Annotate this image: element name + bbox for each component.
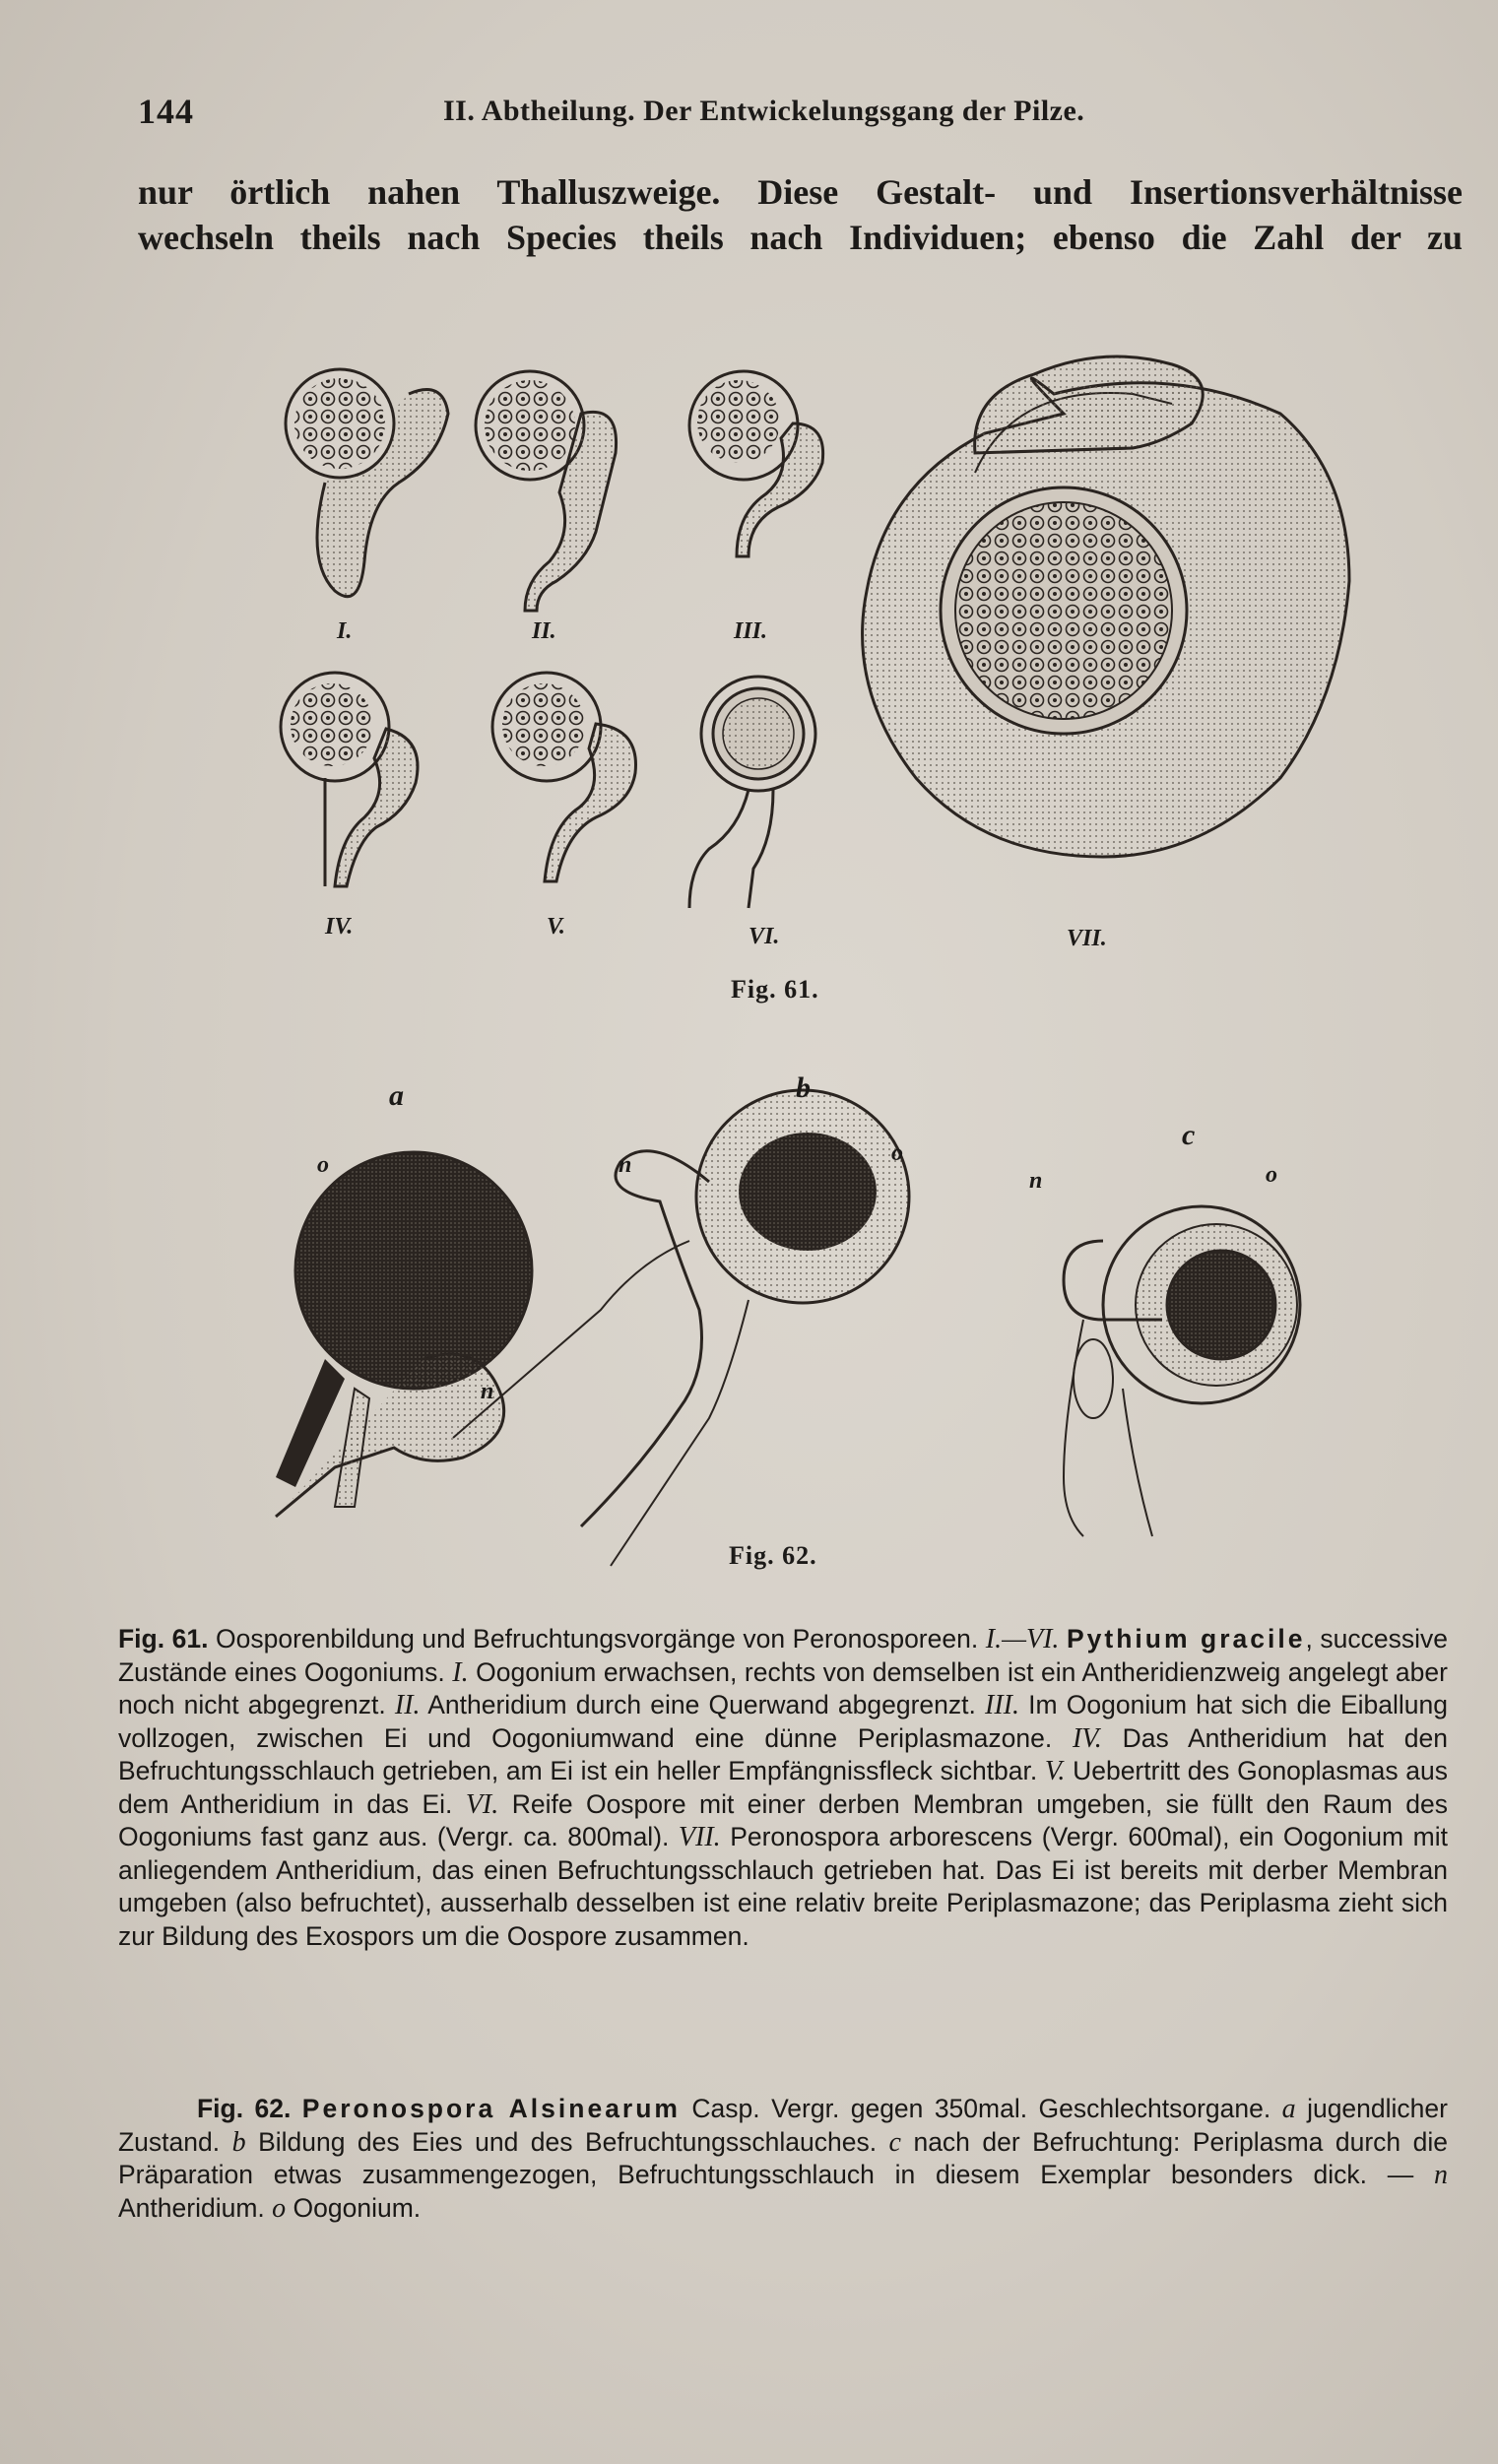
stage-label-vii: VII.	[1067, 926, 1107, 951]
caption-species: Pythium gracile	[1066, 1624, 1306, 1653]
caption-text: Uebertritt des Gonoplasmas aus dem Antheridium in das Ei.	[118, 1756, 1448, 1819]
stage-vi-drawing	[689, 677, 815, 908]
body-line: wechseln theils nach Species theils nach Individuen; ebenso die Zahl der zu	[138, 218, 1463, 257]
panel-b-drawing	[453, 1090, 909, 1566]
antheridium-label-b: n	[619, 1152, 632, 1178]
panel-label-a: a	[389, 1079, 404, 1112]
caption-label: Fig. 62.	[197, 2094, 292, 2123]
figure-62	[0, 1064, 1498, 1586]
caption-text: Oogonium erwachsen, rechts von demselben ist ein Antheridienzweig angelegt aber noch nicht abgegrenzt.	[118, 1656, 1448, 1719]
running-title: II. Abtheilung. Der Entwickelungsgang der Pilze.	[443, 95, 1085, 127]
caption-text: Peronospora arborescens (Vergr. 600mal), ein Oogonium mit anliegendem Antheridium, das einen Befruchtungsschlauch getrieben hat. Das Ei ist bereits mit derber Membran umgeben (also befruchtet), ausserhalb desselben ist eine relativ breite Periplasmazone; das Periplasma zieht sich zur Bildung des Exospors um die Oospore zusammen.	[118, 1822, 1448, 1951]
stage-v-drawing	[492, 673, 636, 881]
caption-text: , successive Zustände eines Oogoniums.	[118, 1624, 1449, 1687]
caption-roman: I.	[452, 1656, 469, 1688]
caption-letter: c	[888, 2126, 901, 2158]
caption-letter: b	[231, 2126, 246, 2158]
caption-text: Reife Oospore mit einer derben Membran umgeben, sie füllt den Raum des Oogoniums fast ganz aus. (Vergr. ca. 800mal).	[118, 1788, 1448, 1851]
oogonium-label-a: o	[317, 1152, 329, 1178]
stage-label-i: I.	[337, 618, 353, 644]
panel-label-c: c	[1182, 1119, 1196, 1151]
caption-letter: a	[1281, 2094, 1296, 2124]
antheridium-label-a: n	[481, 1379, 494, 1404]
caption-letter: n	[1433, 2160, 1448, 2190]
figure-61-drawing	[0, 0, 1498, 1064]
stage-label-iv: IV.	[325, 914, 354, 940]
caption-roman: II.	[394, 1690, 421, 1720]
caption-text: Im Oogonium hat sich die Eiballung vollzogen, zwischen Ei und Oogoniumwand eine dünne Periplasmazone.	[118, 1690, 1448, 1753]
caption-roman: IV.	[1072, 1722, 1102, 1754]
caption-roman: V.	[1044, 1756, 1066, 1786]
figure-61	[0, 0, 1498, 1064]
oogonium-label-b: o	[891, 1140, 903, 1166]
panel-a-drawing	[276, 1152, 532, 1517]
stage-label-vi: VI.	[749, 924, 780, 949]
caption-fig-61	[118, 1623, 1448, 1953]
oogonium-label-c: o	[1266, 1162, 1277, 1188]
stage-iv-drawing	[281, 673, 418, 886]
stage-iii-drawing	[689, 371, 823, 556]
stage-label-iii: III.	[734, 618, 768, 644]
stage-label-ii: II.	[532, 618, 556, 644]
caption-text: Bildung des Eies und des Befruchtungsschlauches.	[258, 2126, 878, 2157]
caption-roman: III.	[985, 1690, 1020, 1720]
caption-text: Antheridium.	[118, 2192, 265, 2223]
stage-label-v: V.	[547, 914, 565, 940]
caption-text: Das Antheridium hat den Befruchtungsschlauch getrieben, am Ei ist ein heller Empfängnissfleck sichtbar.	[118, 1722, 1448, 1785]
figure-61-label: Fig. 61.	[731, 975, 819, 1004]
caption-text: Oosporenbildung und Befruchtungsvorgänge von Peronosporeen.	[216, 1624, 979, 1653]
caption-roman: I.—VI.	[985, 1624, 1060, 1654]
figure-62-drawing	[0, 1064, 1498, 1586]
caption-label: Fig. 61.	[118, 1624, 209, 1653]
page-number: 144	[138, 92, 194, 131]
stage-vii-drawing	[863, 357, 1349, 857]
caption-roman: VII.	[678, 1822, 721, 1852]
figure-62-label: Fig. 62.	[729, 1541, 817, 1570]
caption-text: nach der Befruchtung: Periplasma durch die Präparation etwas zusammengezogen, Befruchtungsschlauch in diesem Exemplar besonders dick. —	[118, 2126, 1448, 2189]
caption-text: jugendlicher Zustand.	[118, 2094, 1448, 2157]
panel-c-drawing	[1064, 1206, 1300, 1536]
antheridium-label-c: n	[1029, 1168, 1043, 1194]
caption-roman: VI.	[465, 1788, 499, 1820]
caption-letter: o	[272, 2192, 287, 2224]
body-line: nur örtlich nahen Thalluszweige. Diese Gestalt- und Insertionsverhältnisse	[138, 172, 1463, 212]
stage-i-drawing	[286, 369, 448, 597]
stage-ii-drawing	[476, 371, 617, 611]
caption-fig-62	[118, 2093, 1448, 2225]
caption-species: Peronospora Alsinearum	[301, 2094, 681, 2123]
panel-label-b: b	[796, 1071, 811, 1104]
caption-text: Oogonium.	[293, 2192, 422, 2223]
caption-text: Casp. Vergr. gegen 350mal. Geschlechtsorgane.	[691, 2094, 1271, 2123]
caption-text: Antheridium durch eine Querwand abgegrenzt.	[427, 1690, 976, 1719]
